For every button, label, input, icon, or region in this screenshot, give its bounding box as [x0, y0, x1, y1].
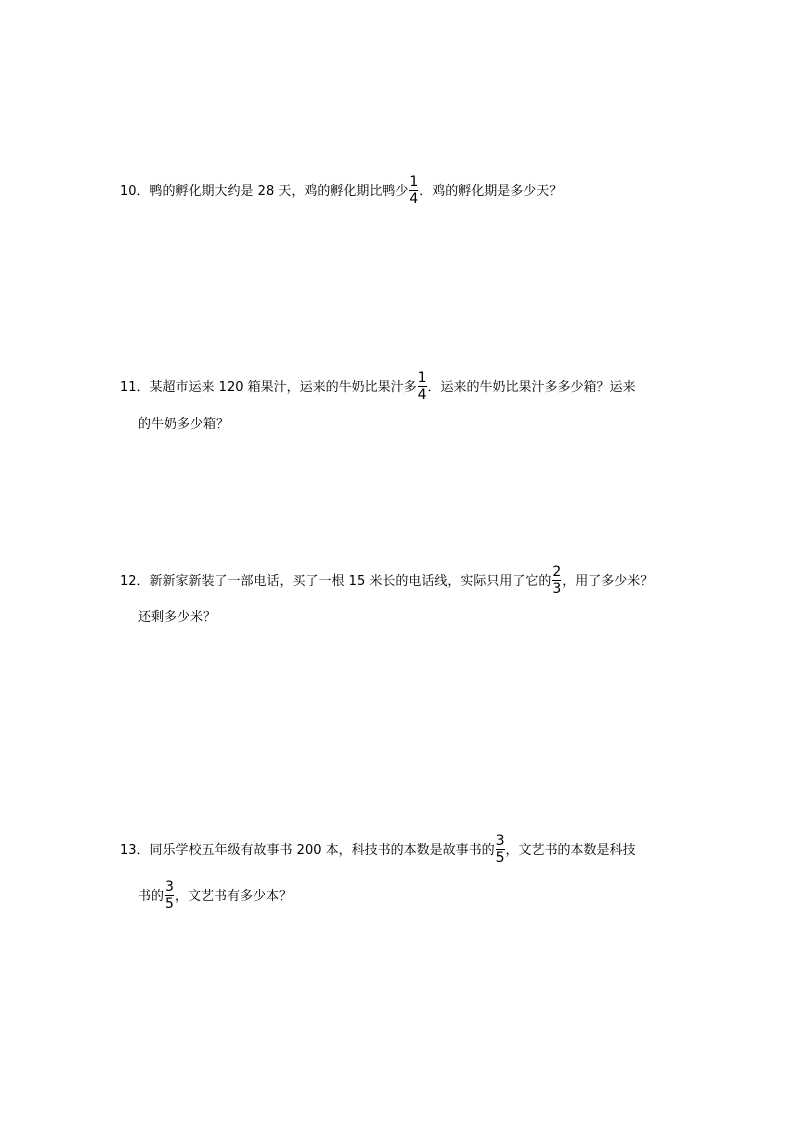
- question-text: ，用了多少米？: [562, 574, 654, 589]
- question-10-line-1: [120, 175, 562, 208]
- question-text: 的牛奶多少箱？: [138, 417, 230, 432]
- fraction-numerator: 3: [495, 833, 505, 849]
- fraction-numerator: 3: [165, 879, 174, 895]
- question-text: 10．鸭的孵化期大约是 28 天，鸡的孵化期比鸭少: [120, 184, 409, 199]
- question-text: ，文艺书的本数是科技: [505, 843, 636, 858]
- question-13-line-2: [138, 880, 292, 913]
- question-text: 书的: [138, 889, 165, 904]
- fraction-numerator: 2: [552, 564, 562, 580]
- fraction-denominator: 5: [165, 896, 174, 912]
- fraction-numerator: 1: [409, 174, 419, 190]
- fraction-denominator: 4: [417, 387, 427, 403]
- question-text: 13．同乐学校五年级有故事书 200 本，科技书的本数是故事书的: [120, 843, 495, 858]
- question-text: 还剩多少米？: [138, 610, 217, 625]
- question-text: ．运来的牛奶比果汁多多少箱？运来: [427, 380, 636, 395]
- fraction-numerator: 1: [417, 370, 427, 386]
- question-11-line-1: [120, 371, 636, 404]
- fraction-denominator: 4: [409, 191, 419, 207]
- fraction-denominator: 3: [552, 581, 562, 597]
- fraction: [418, 370, 427, 403]
- question-text: ．鸡的孵化期是多少天？: [419, 184, 563, 199]
- fraction-denominator: 5: [495, 850, 505, 866]
- fraction: [496, 833, 505, 866]
- question-text: 11．某超市运来 120 箱果汁，运来的牛奶比果汁多: [120, 380, 417, 395]
- fraction: [165, 879, 174, 912]
- question-13-line-1: [120, 834, 636, 867]
- fraction: [409, 174, 418, 207]
- question-11-line-2: [138, 417, 229, 433]
- fraction: [552, 564, 561, 597]
- question-text: 12．新新家新装了一部电话，买了一根 15 米长的电话线，实际只用了它的: [120, 574, 552, 589]
- question-12-line-1: [120, 565, 653, 598]
- question-text: ，文艺书有多少本？: [174, 889, 292, 904]
- question-12-line-2: [138, 610, 216, 626]
